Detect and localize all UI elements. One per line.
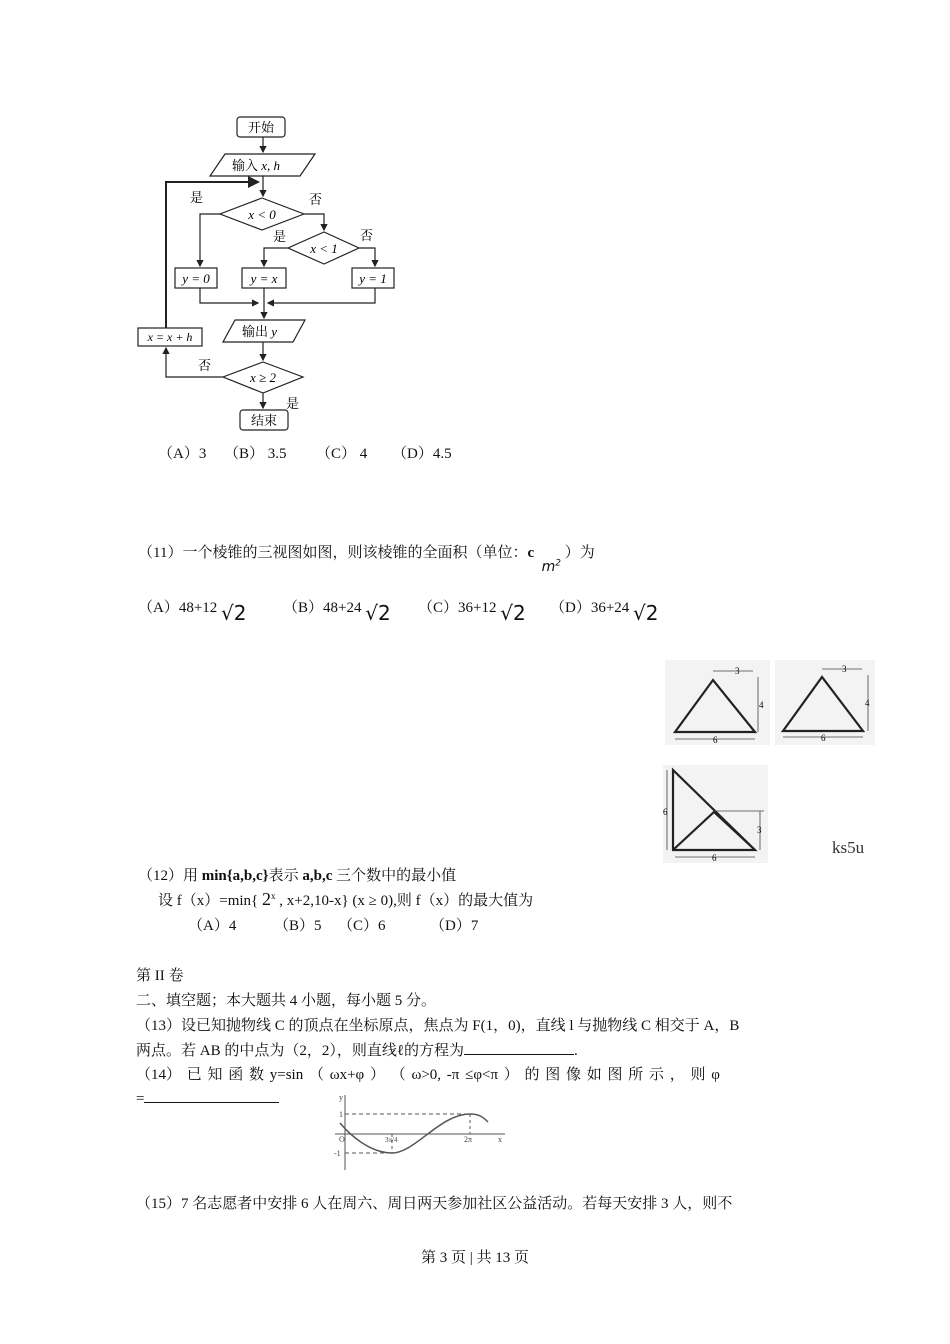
dim-base-1: 6 — [713, 735, 718, 745]
dim-top-2: 3 — [842, 664, 847, 674]
flow-output: 输出 y — [242, 324, 278, 339]
flow-cond-x-lt-1: x < 1 — [310, 241, 338, 256]
q11-options — [138, 593, 659, 625]
q11-text-end: ）为 — [564, 545, 595, 561]
label-no: 否 — [309, 192, 323, 207]
q11-option-b[interactable]: （B）48+24 √2 — [283, 600, 391, 625]
three-view-figure — [660, 655, 890, 870]
q11-text: （11）一个棱锥的三视图如图，则该棱锥的全面积（单位： — [138, 545, 528, 561]
dim-top-1: 3 — [735, 666, 740, 676]
label-yes: 是 — [273, 229, 287, 244]
q13-answer-blank[interactable] — [464, 1042, 574, 1055]
q12-line2: 设 f（x）=min{ 2$^x$ , x+2,10-x} (x ≥ 0),则 f（x）的最大值为 — [158, 889, 534, 909]
label-no: 否 — [360, 228, 374, 243]
flow-input: 输入 x, h — [232, 158, 281, 173]
q12-options — [188, 914, 478, 935]
flow-update: x = x + h — [147, 330, 193, 344]
q11-unit-m: $m^2$ — [541, 558, 561, 575]
q11-question — [138, 541, 595, 575]
graph-origin: O — [339, 1135, 345, 1144]
dim-side-base: 6 — [712, 853, 717, 863]
label-no: 否 — [198, 358, 212, 373]
graph-tick-neg1: -1 — [334, 1149, 341, 1158]
dim-side-height: 6 — [663, 807, 668, 817]
label-yes: 是 — [190, 190, 204, 205]
flow-y-0: y = 0 — [182, 271, 210, 286]
flow-y-x: y = x — [250, 271, 278, 286]
q11-option-c[interactable]: （C）36+12 √2 — [418, 600, 526, 625]
q12-line1: （12）用 min{a,b,c}表示 a,b,c 三个数中的最小值 — [138, 868, 457, 884]
q13-line2: 两点。若 AB 的中点为（2，2），则直线ℓ的方程为 . — [136, 1043, 578, 1059]
dim-base-2: 6 — [821, 733, 826, 743]
sine-graph — [330, 1090, 510, 1175]
dim-side-mid: 3 — [757, 825, 762, 835]
q14-line2: = — [136, 1090, 279, 1108]
flow-cond-x-lt-0: x < 0 — [248, 207, 276, 222]
flow-y-1: y = 1 — [359, 271, 387, 286]
q14-answer-blank[interactable] — [144, 1090, 279, 1103]
flow-end: 结束 — [250, 413, 278, 428]
q13-line1: （13）设已知抛物线 C 的顶点在坐标原点，焦点为 F(1，0)，直线 l 与抛物线 C 相交于 A，B — [136, 1018, 740, 1034]
q12-option-d[interactable]: （D）7 — [430, 918, 479, 934]
flow-cond-x-ge-2: x ≥ 2 — [250, 370, 276, 385]
dim-height-1: 4 — [759, 700, 764, 710]
graph-tick-3pi4: 3π/4 — [385, 1136, 398, 1144]
graph-y-label: y — [339, 1093, 343, 1102]
q12-option-b[interactable]: （B）5 — [274, 918, 322, 934]
q10-option-b[interactable]: （B） 3.5 — [224, 446, 287, 462]
q11-option-a[interactable]: （A）48+12 √2 — [138, 600, 247, 625]
dim-height-2: 4 — [865, 698, 870, 708]
q11-unit-c: c — [527, 545, 535, 561]
flow-start: 开始 — [247, 120, 275, 135]
section-title: 第 II 卷 — [136, 968, 184, 984]
q10-options — [158, 442, 452, 463]
label-yes: 是 — [286, 396, 300, 411]
section-subtitle: 二、填空题；本大题共 4 小题，每小题 5 分。 — [136, 993, 437, 1009]
q12-option-a[interactable]: （A）4 — [188, 918, 237, 934]
flowchart — [130, 110, 410, 440]
watermark: ks5u — [832, 838, 865, 857]
graph-tick-1: 1 — [339, 1110, 343, 1119]
q10-option-c[interactable]: （C） 4 — [316, 446, 368, 462]
q10-option-d[interactable]: （D）4.5 — [392, 446, 452, 462]
q11-option-d[interactable]: （D）36+24 √2 — [550, 600, 659, 625]
page-footer: 第 3 页 | 共 13 页 — [420, 1250, 529, 1266]
graph-x-label: x — [498, 1135, 502, 1144]
q15-text: （15）7 名志愿者中安排 6 人在周六、周日两天参加社区公益活动。若每天安排 3 人，则不 — [136, 1196, 733, 1212]
q12-option-c[interactable]: （C）6 — [338, 918, 386, 934]
q14-line1: （14） 已 知 函 数 y=sin （ ωx+φ ） （ ω>0, -π ≤φ<π ） 的 图 像 如 图 所 示 ， 则 φ — [136, 1067, 720, 1083]
q10-option-a[interactable]: （A）3 — [158, 446, 207, 462]
graph-tick-2pi: 2π — [464, 1135, 473, 1144]
